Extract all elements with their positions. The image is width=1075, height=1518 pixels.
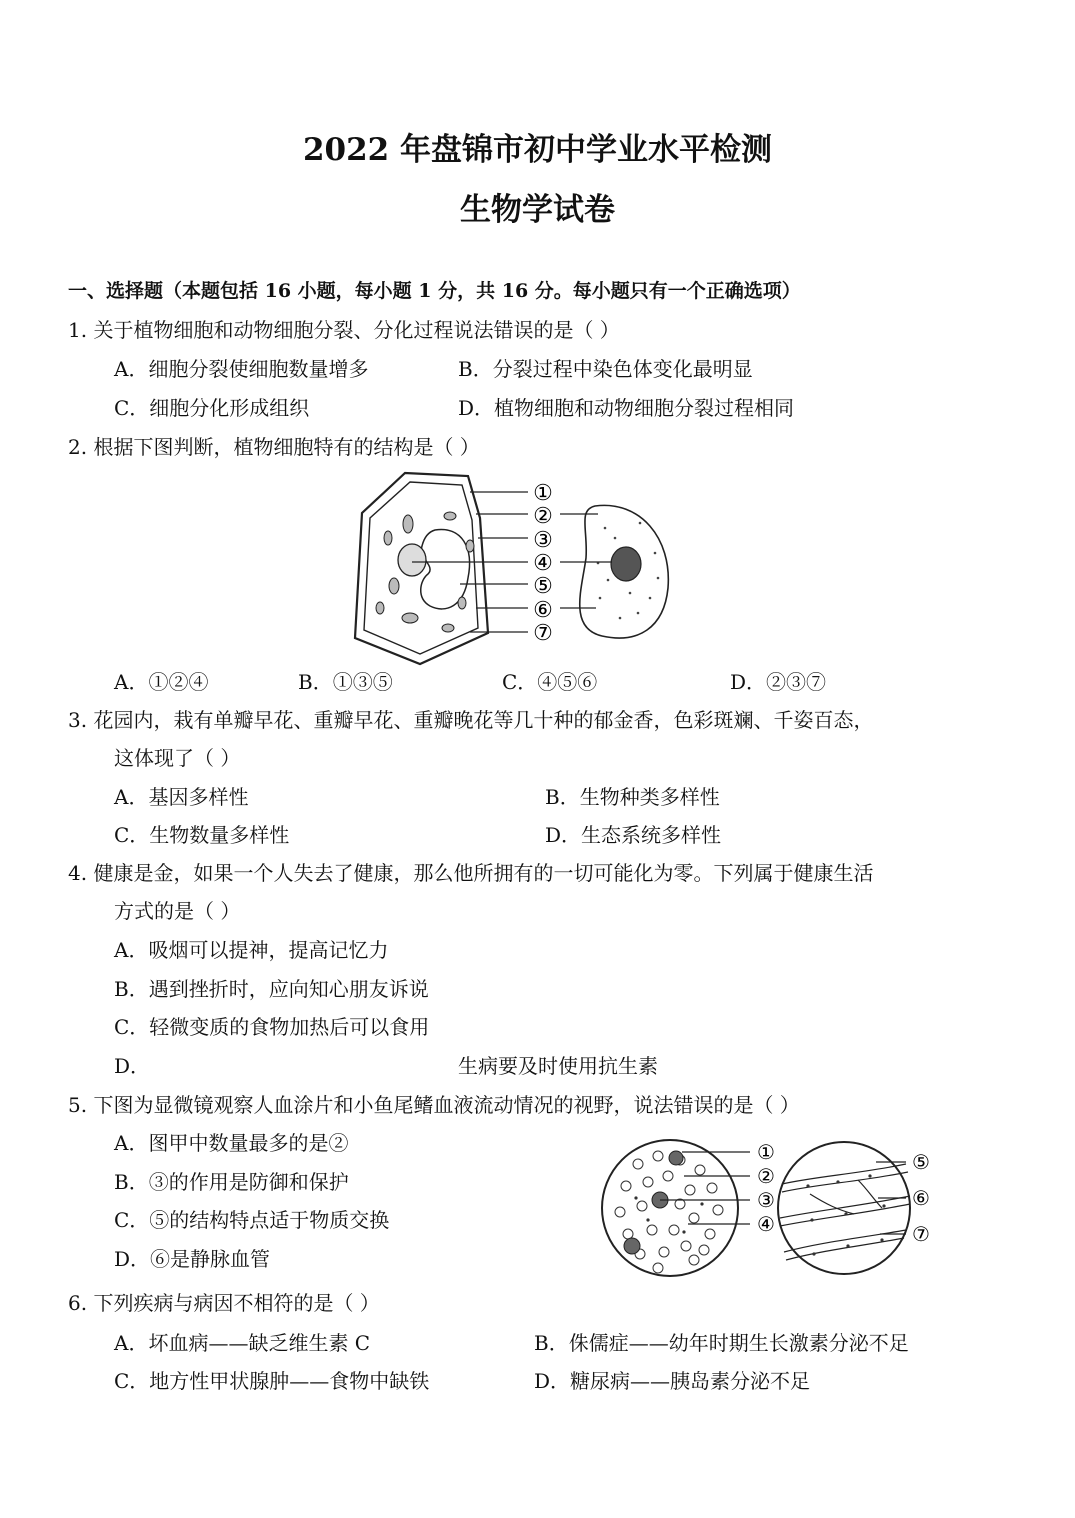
figure-label-5: ⑤: [912, 1150, 930, 1174]
figure-label-3: ③: [757, 1188, 775, 1212]
figure-label-4: ④: [757, 1212, 775, 1236]
figure-label-1: ①: [757, 1140, 775, 1164]
chloroplast: [402, 613, 418, 623]
page-title: 2022 年盘锦市初中学业水平检测: [302, 132, 773, 168]
figure-label-2: ②: [533, 504, 553, 529]
question-5-option-d: D．⑥是静脉血管: [114, 1247, 271, 1271]
figure-label-7: ⑦: [912, 1222, 930, 1246]
question-1-option-d: D．植物细胞和动物细胞分裂过程相同: [458, 396, 795, 420]
question-2-option-d: D．②③⑦: [730, 670, 827, 694]
question-1-option-a: A．细胞分裂使细胞数量增多: [114, 357, 369, 381]
question-3-option-b: B．生物种类多样性: [545, 785, 720, 809]
chloroplast: [403, 515, 413, 533]
question-4-option-d-text: 生病要及时使用抗生素: [458, 1054, 658, 1078]
question-1-stem: 1. 关于植物细胞和动物细胞分裂、分化过程说法错误的是（ ）: [68, 318, 620, 342]
question-3-stem: 3. 花园内，栽有单瓣早花、重瓣早花、重瓣晚花等几十种的郁金香，色彩斑斓、千姿百态，: [68, 708, 874, 732]
question-5-option-b: B．③的作用是防御和保护: [114, 1170, 349, 1194]
question-5-stem: 5. 下图为显微镜观察人血涂片和小鱼尾鳍血液流动情况的视野，说法错误的是（ ）: [68, 1093, 800, 1117]
blood-microscope-figure: [598, 1134, 943, 1284]
page-subtitle: 生物学试卷: [460, 192, 615, 228]
chloroplast: [442, 624, 454, 632]
question-4-option-b: B．遇到挫折时，应向知心朋友诉说: [114, 977, 429, 1001]
question-3-stem-cont: 这体现了（ ）: [114, 746, 241, 770]
question-2-option-a: A．①②④: [114, 670, 209, 694]
chloroplast: [458, 597, 466, 609]
question-5-option-c: C．⑤的结构特点适于物质交换: [114, 1208, 390, 1232]
question-4-option-c: C．轻微变质的食物加热后可以食用: [114, 1015, 430, 1039]
leader-lines: [412, 492, 612, 632]
question-6-option-c: C．地方性甲状腺肿——食物中缺铁: [114, 1369, 430, 1393]
figure-label-3: ③: [533, 528, 553, 553]
figure-label-6: ⑥: [912, 1186, 930, 1210]
chloroplast: [376, 602, 384, 614]
question-4-option-d: D．: [114, 1054, 151, 1078]
chloroplast: [466, 540, 474, 552]
question-5-option-a: A．图甲中数量最多的是②: [114, 1131, 349, 1155]
question-2-stem: 2. 根据下图判断，植物细胞特有的结构是（ ）: [68, 435, 480, 459]
question-6-option-d: D．糖尿病——胰岛素分泌不足: [534, 1369, 811, 1393]
question-3-option-d: D．生态系统多样性: [545, 823, 722, 847]
plant-nucleus: [398, 544, 426, 576]
cell-structure-figure: [350, 468, 680, 670]
figure-label-6: ⑥: [533, 598, 553, 623]
question-6-option-b: B．侏儒症——幼年时期生长激素分泌不足: [534, 1331, 909, 1355]
question-1-option-c: C．细胞分化形成组织: [114, 396, 310, 420]
question-4-option-a: A．吸烟可以提神，提高记忆力: [114, 938, 389, 962]
question-4-stem-cont: 方式的是（ ）: [114, 899, 241, 923]
question-1-option-b: B．分裂过程中染色体变化最明显: [458, 357, 753, 381]
figure-label-2: ②: [757, 1164, 775, 1188]
figure-label-4: ④: [533, 551, 553, 576]
question-2-option-c: C．④⑤⑥: [502, 670, 598, 694]
figure-label-7: ⑦: [533, 621, 553, 646]
question-6-option-a: A．坏血病——缺乏维生素 C: [114, 1331, 371, 1355]
chloroplast: [384, 531, 392, 545]
question-3-option-a: A．基因多样性: [114, 785, 249, 809]
figure-label-5: ⑤: [533, 574, 553, 599]
chloroplast: [389, 578, 399, 594]
question-6-stem: 6. 下列疾病与病因不相符的是（ ）: [68, 1291, 380, 1315]
question-2-option-b: B．①③⑤: [298, 670, 393, 694]
question-4-stem: 4. 健康是金，如果一个人失去了健康，那么他所拥有的一切可能化为零。下列属于健康生活: [68, 861, 874, 885]
figure-label-1: ①: [533, 481, 553, 506]
animal-nucleus: [611, 547, 641, 581]
chloroplast: [444, 512, 456, 520]
question-3-option-c: C．生物数量多样性: [114, 823, 290, 847]
section-heading: 一、选择题（本题包括 16 小题，每小题 1 分，共 16 分。每小题只有一个正确选项）: [68, 280, 801, 302]
